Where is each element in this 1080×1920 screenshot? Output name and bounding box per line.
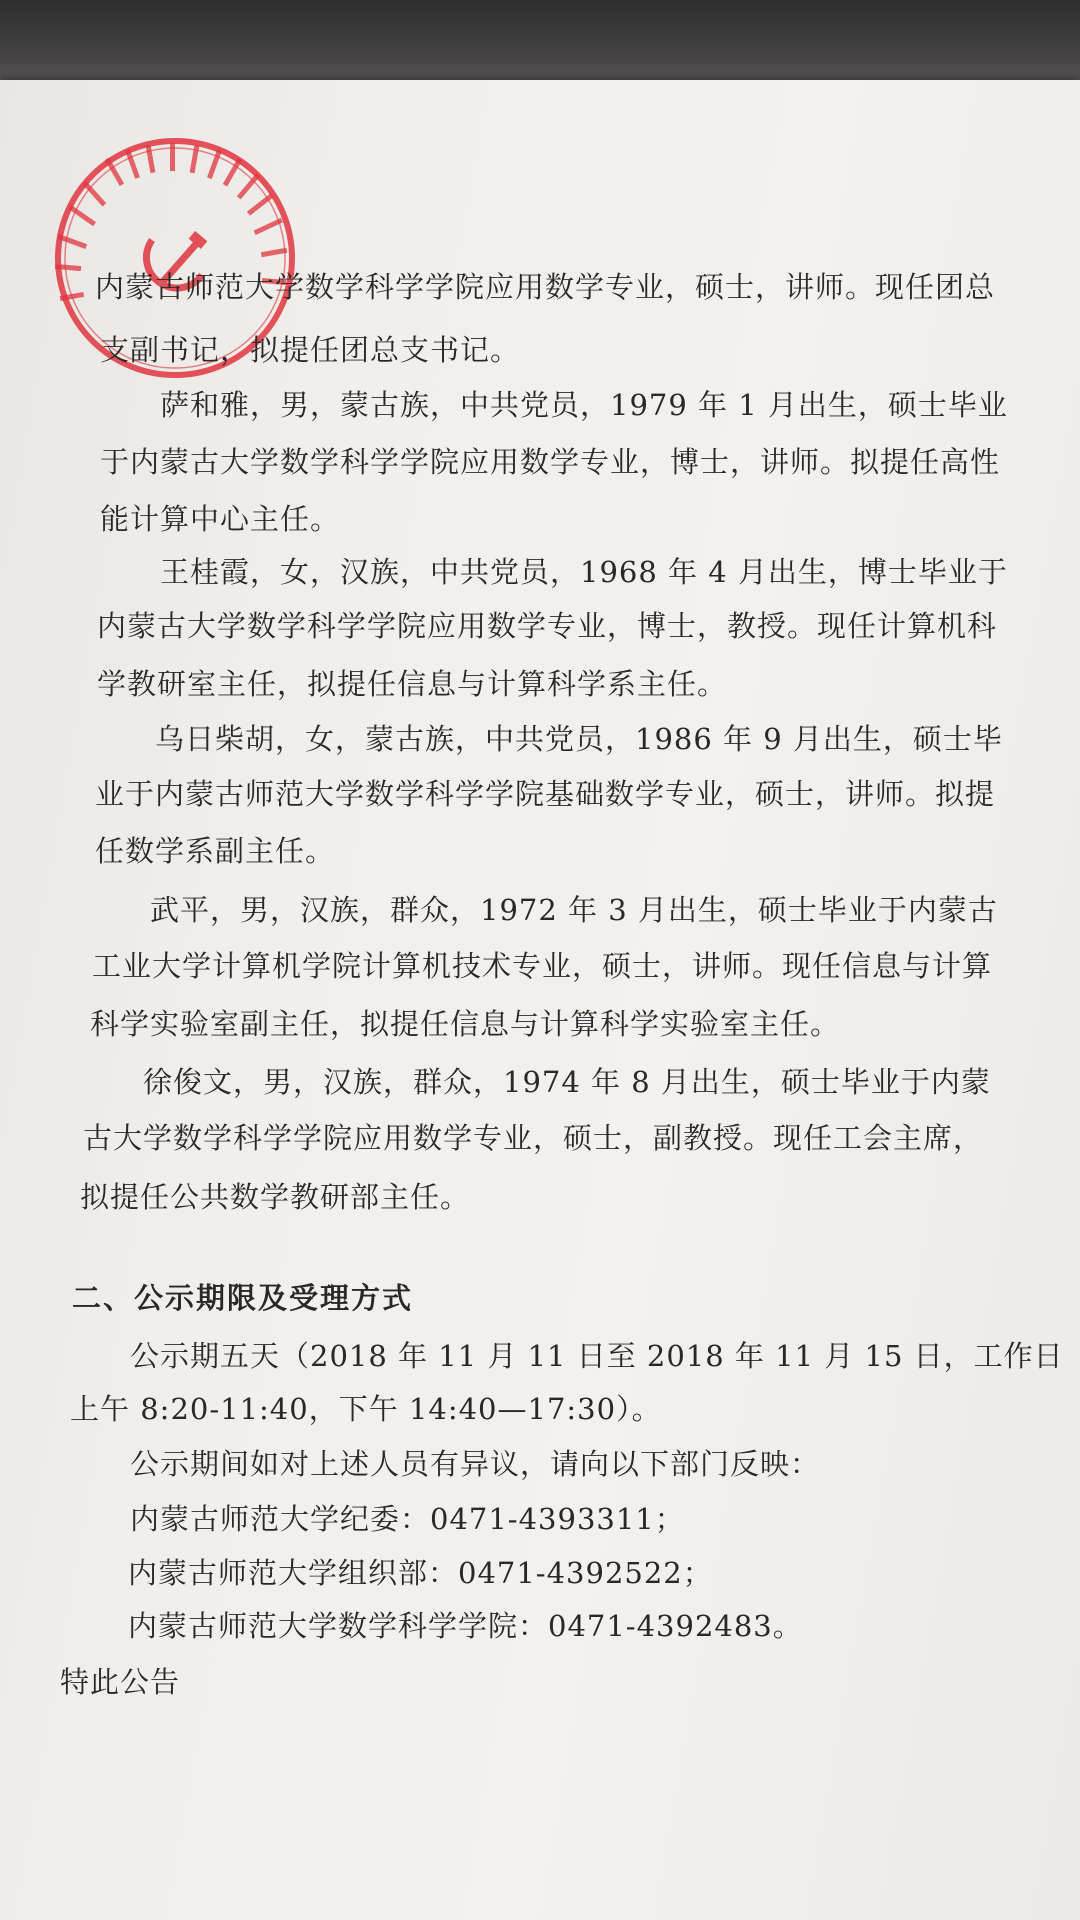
contact-line: 内蒙古师范大学纪委：0471-4393311； [130, 1502, 685, 1536]
text-line: 古大学数学科学学院应用数学专业，硕士，副教授。现任工会主席， [83, 1121, 984, 1155]
text-line: 萨和雅，男，蒙古族，中共党员，1979 年 1 月出生，硕士毕业 [160, 388, 1008, 422]
text-line: 上午 8:20-11:40，下午 14:40—17:30）。 [70, 1392, 662, 1426]
text-line: 业于内蒙古师范大学数学科学学院基础数学专业，硕士，讲师。拟提 [95, 777, 996, 811]
text-line: 内蒙古师范大学数学科学学院应用数学专业，硕士，讲师。现任团总 [95, 270, 996, 304]
text-line: 任数学系副主任。 [95, 834, 336, 868]
text-line: 学教研室主任，拟提任信息与计算科学系主任。 [97, 667, 728, 701]
text-line: 能计算中心主任。 [100, 502, 341, 536]
text-line: 武平，男，汉族，群众，1972 年 3 月出生，硕士毕业于内蒙古 [150, 893, 998, 927]
text-line: 工业大学计算机学院计算机技术专业，硕士，讲师。现任信息与计算 [92, 949, 993, 983]
section-heading: 二、公示期限及受理方式 [72, 1281, 414, 1315]
text-line: 拟提任公共数学教研部主任。 [80, 1180, 471, 1214]
text-line: 内蒙古大学数学科学学院应用数学专业，博士，教授。现任计算机科 [97, 609, 998, 643]
text-line: 王桂霞，女，汉族，中共党员，1968 年 4 月出生，博士毕业于 [160, 555, 1008, 589]
text-line: 公示期五天（2018 年 11 月 11 日至 2018 年 11 月 15 日，工作日 [130, 1339, 1064, 1373]
text-line: 于内蒙古大学数学科学学院应用数学专业，博士，讲师。拟提任高性 [100, 445, 1001, 479]
text-line: 公示期间如对上述人员有异议，请向以下部门反映： [130, 1447, 821, 1481]
text-line: 科学实验室副主任，拟提任信息与计算科学实验室主任。 [90, 1007, 841, 1041]
contact-line: 内蒙古师范大学数学科学学院：0471-4392483。 [128, 1609, 803, 1643]
contact-line: 内蒙古师范大学组织部：0471-4392522； [128, 1556, 713, 1590]
text-line: 支副书记，拟提任团总支书记。 [100, 333, 521, 367]
text-line: 徐俊文，男，汉族，群众，1974 年 8 月出生，硕士毕业于内蒙 [143, 1065, 991, 1099]
text-line: 乌日柴胡，女，蒙古族，中共党员，1986 年 9 月出生，硕士毕 [155, 722, 1003, 756]
closing-line: 特此公告 [60, 1665, 181, 1699]
